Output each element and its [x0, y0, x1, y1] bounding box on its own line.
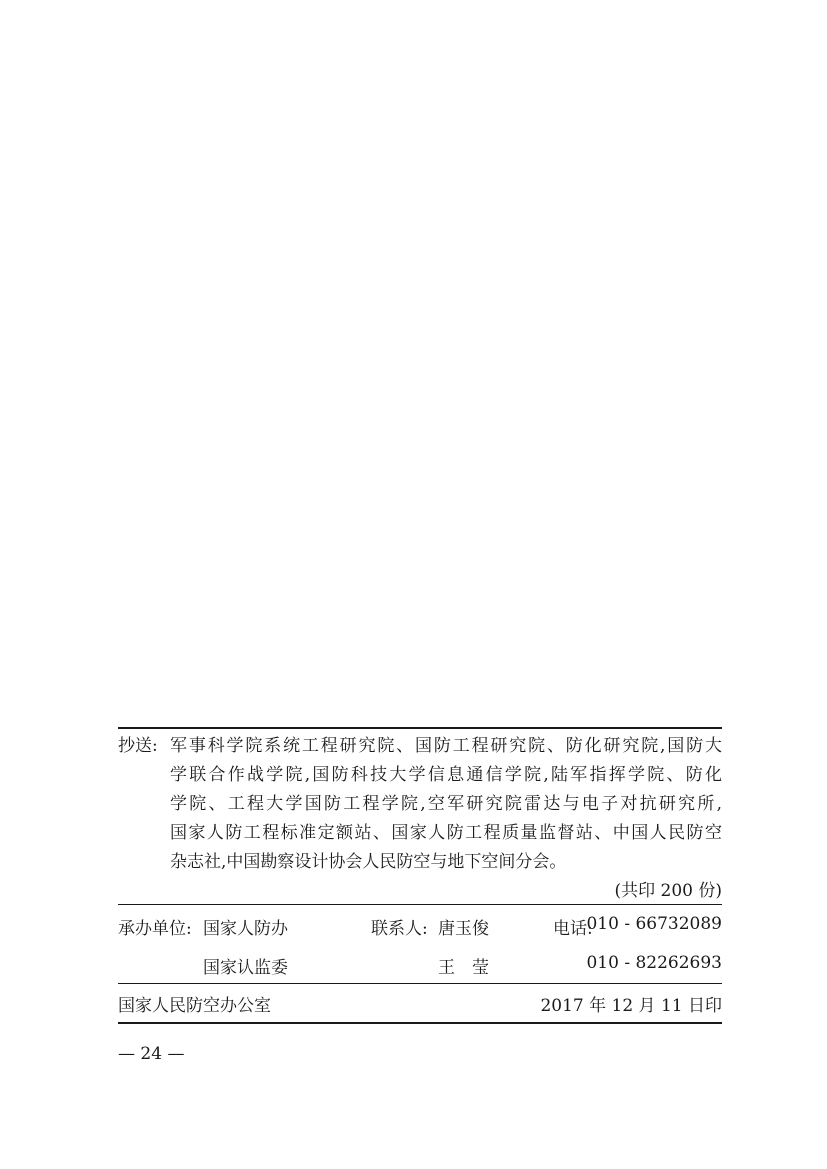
- phone-label: 电话:: [553, 919, 593, 939]
- cc-top-rule: [118, 727, 722, 729]
- cc-label: 抄送:: [118, 736, 158, 756]
- cc-line: 学院、工程大学国防工程学院,空军研究院雷达与电子对抗研究所,: [170, 794, 722, 814]
- contact-name: 王 莹: [438, 958, 489, 978]
- issuer-bottom-rule: [118, 1022, 722, 1024]
- cc-line: 杂志社,中国勘察设计协会人民防空与地下空间分会。: [170, 852, 567, 872]
- cc-bottom-rule: [118, 904, 722, 905]
- cc-line: 学联合作战学院,国防科技大学信息通信学院,陆军指挥学院、防化: [170, 765, 722, 785]
- phone-number: 010 - 66732089: [586, 914, 722, 934]
- issuer-name: 国家人民防空办公室: [118, 996, 271, 1016]
- organizer-unit: 国家认监委: [203, 958, 288, 978]
- organizer-unit: 国家人防办: [203, 919, 288, 939]
- contact-name: 唐玉俊: [438, 919, 489, 939]
- phone-number: 010 - 82262693: [586, 953, 722, 973]
- contact-label: 联系人:: [371, 919, 428, 939]
- organizer-label: 承办单位:: [118, 919, 192, 939]
- page-number: — 24 —: [118, 1044, 185, 1064]
- cc-line: 国家人防工程标准定额站、国家人防工程质量监督站、中国人民防空: [170, 823, 722, 843]
- cc-line: 军事科学院系统工程研究院、国防工程研究院、防化研究院,国防大: [170, 736, 722, 756]
- issuer-top-rule: [118, 983, 722, 984]
- copies-count: (共印 200 份): [614, 881, 722, 901]
- print-date: 2017 年 12 月 11 日印: [540, 996, 722, 1016]
